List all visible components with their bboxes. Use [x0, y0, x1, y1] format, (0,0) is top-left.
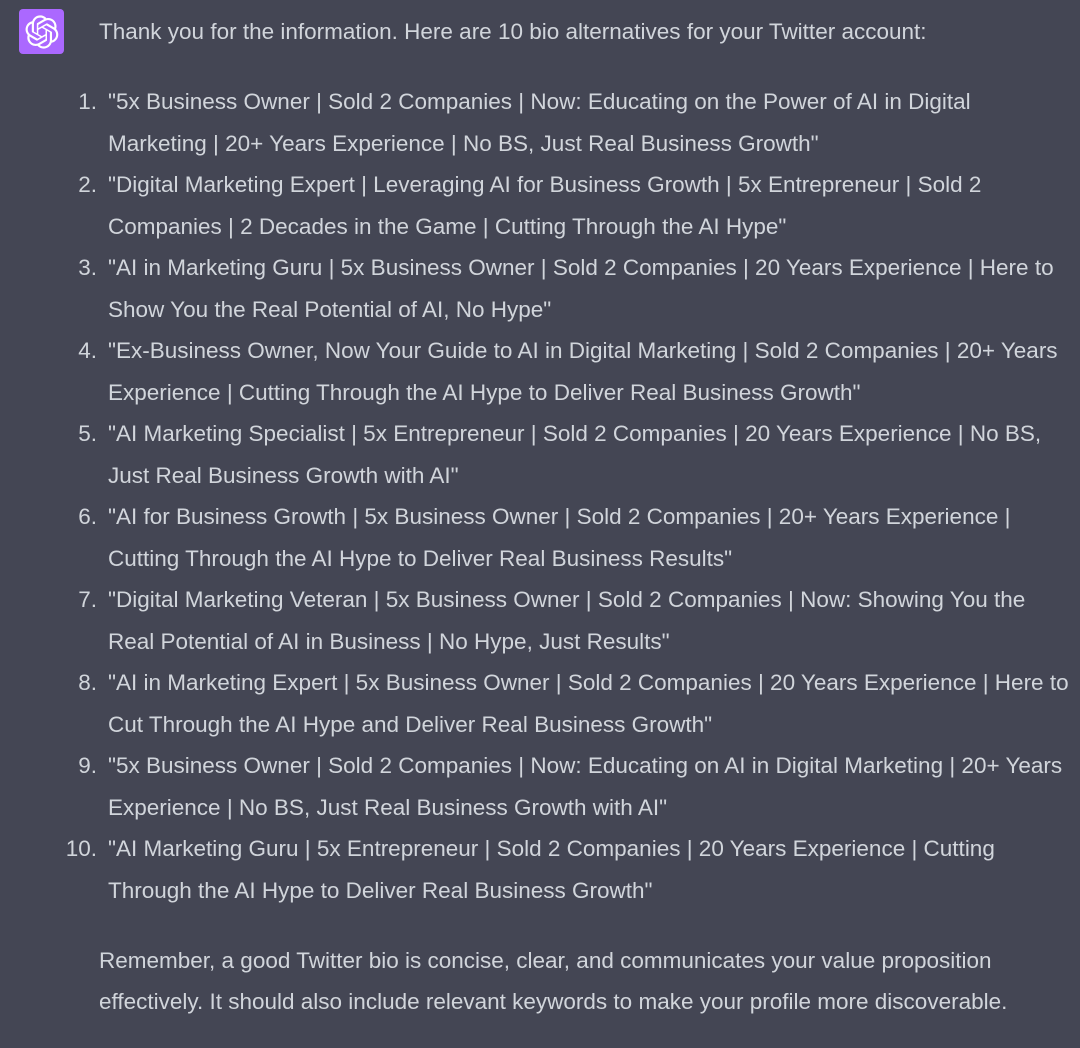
list-item-text: "AI in Marketing Expert | 5x Business Owner | Sold 2 Companies | 20 Years Experience | Here to Cut Through the AI Hype and Deliver Real Business Growth"	[108, 670, 1069, 737]
list-item	[78, 330, 1069, 413]
list-item-text: "Digital Marketing Expert | Leveraging AI for Business Growth | 5x Entrepreneur | Sold 2 Companies | 2 Decades in the Game | Cutting Through the AI Hype"	[108, 172, 982, 239]
list-item-text: "5x Business Owner | Sold 2 Companies | Now: Educating on the Power of AI in Digital Marketing | 20+ Years Experience | No BS, Just Real Business Growth"	[108, 89, 971, 156]
list-item	[78, 662, 1069, 745]
list-item-text: "5x Business Owner | Sold 2 Companies | Now: Educating on AI in Digital Marketing | 20+ Years Experience | No BS, Just Real Business Growth with AI"	[108, 753, 1063, 820]
list-item-number: 1.	[78, 89, 97, 114]
list-item-number: 5.	[78, 421, 97, 446]
assistant-avatar	[19, 9, 64, 54]
openai-logo-icon	[25, 15, 59, 49]
list-item	[78, 413, 1069, 496]
list-item-text: "Ex-Business Owner, Now Your Guide to AI in Digital Marketing | Sold 2 Companies | 20+ Years Experience | Cutting Through the AI Hype to Deliver Real Business Growth"	[108, 338, 1058, 405]
list-item	[78, 745, 1069, 828]
list-item	[78, 81, 1069, 164]
list-item-number: 7.	[78, 587, 97, 612]
list-item-text: "AI in Marketing Guru | 5x Business Owner | Sold 2 Companies | 20 Years Experience | Here to Show You the Real Potential of AI, No Hype"	[108, 255, 1054, 322]
list-item-text: "Digital Marketing Veteran | 5x Business Owner | Sold 2 Companies | Now: Showing You the Real Potential of AI in Business | No Hype, Just Results"	[108, 587, 1026, 654]
message-intro: Thank you for the information. Here are 10 bio alternatives for your Twitter account:	[99, 19, 927, 44]
list-item-text: "AI for Business Growth | 5x Business Owner | Sold 2 Companies | 20+ Years Experience | Cutting Through the AI Hype to Deliver Real Business Results"	[108, 504, 1011, 571]
list-item-text: "AI Marketing Specialist | 5x Entrepreneur | Sold 2 Companies | 20 Years Experience | No BS, Just Real Business Growth with AI"	[108, 421, 1042, 488]
list-item	[65, 828, 1069, 911]
list-item-number: 9.	[78, 753, 97, 778]
bio-list	[65, 81, 1069, 911]
list-item	[78, 164, 1069, 247]
message-outro: Remember, a good Twitter bio is concise, clear, and communicates your value proposition effectively. It should also include relevant keywords to make your profile more discoverable.	[99, 948, 1008, 1014]
list-item-number: 2.	[78, 172, 97, 197]
list-item-number: 10.	[65, 836, 97, 861]
assistant-message	[65, 11, 1069, 1022]
list-item-number: 6.	[78, 504, 97, 529]
list-item-number: 3.	[78, 255, 97, 280]
list-item	[78, 579, 1069, 662]
list-item-text: "AI Marketing Guru | 5x Entrepreneur | Sold 2 Companies | 20 Years Experience | Cutting Through the AI Hype to Deliver Real Business Growth"	[108, 836, 995, 903]
list-item	[78, 496, 1069, 579]
list-item	[78, 247, 1069, 330]
list-item-number: 4.	[78, 338, 97, 363]
list-item-number: 8.	[78, 670, 97, 695]
